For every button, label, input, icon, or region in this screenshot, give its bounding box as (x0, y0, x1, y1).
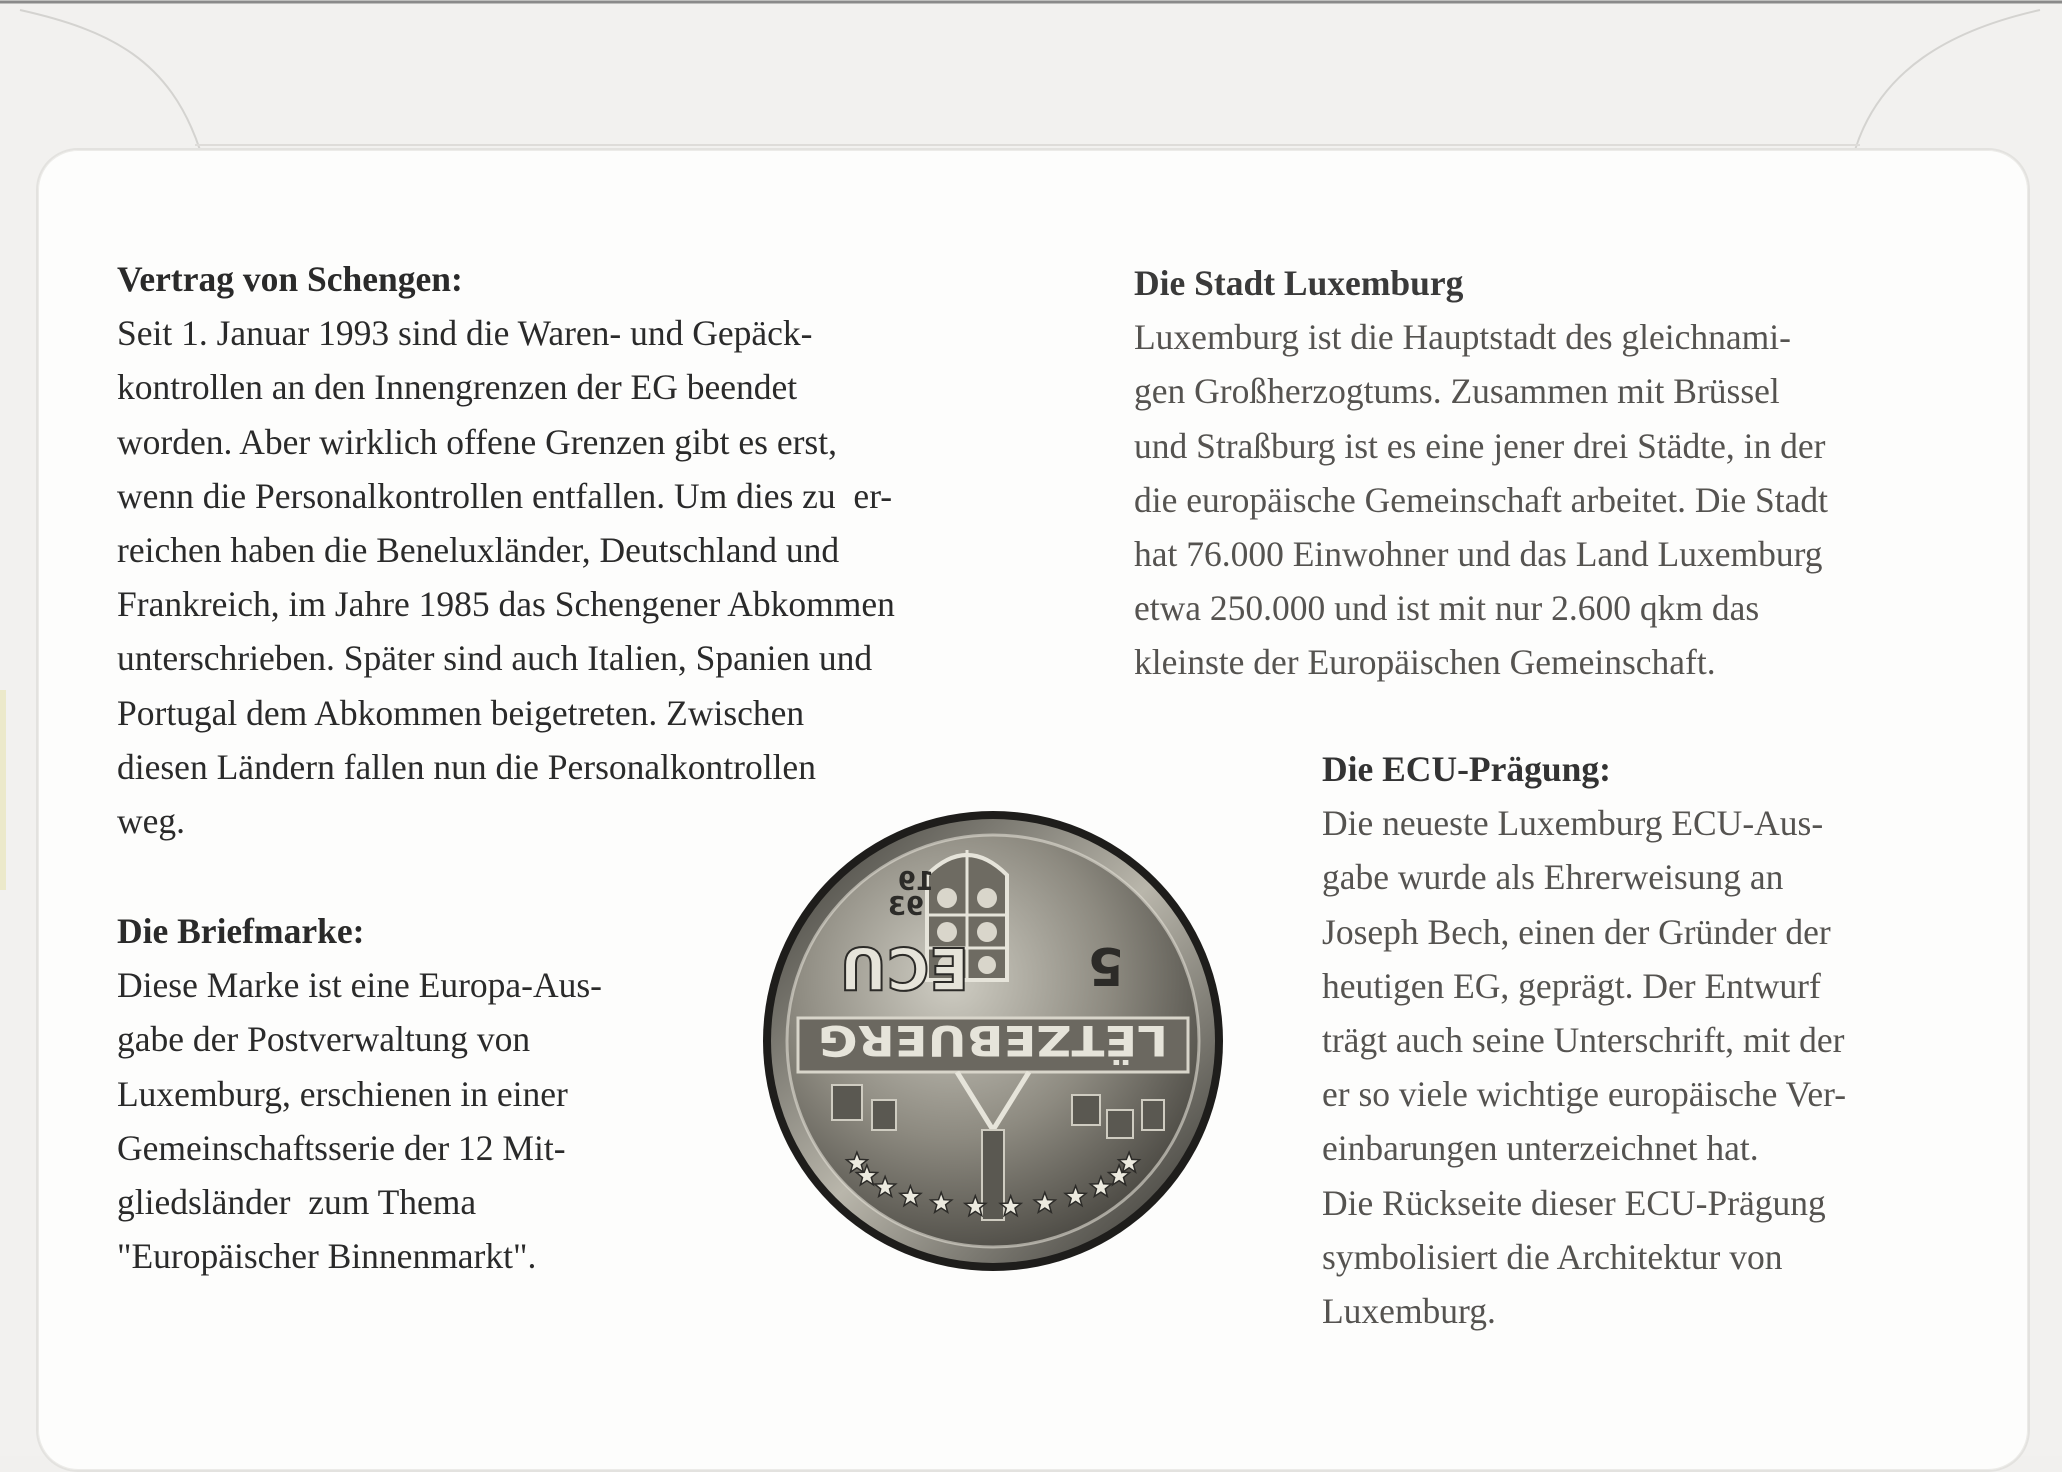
coin-year-top: 19 (897, 867, 934, 897)
stamp-body (117, 958, 602, 1283)
city-heading: Die Stadt Luxemburg (1134, 263, 1464, 303)
coin-legend: LËTZEBUERG (863, 1016, 1168, 1065)
text-line: er so viele wichtige europäische Ver- (1322, 1074, 1847, 1115)
ecu-coin (762, 810, 1224, 1272)
text-line: Die Rückseite dieser ECU-Prägung (1322, 1182, 1826, 1223)
schengen-body (117, 306, 895, 848)
city-section (1134, 256, 1828, 690)
text-line: gen Großherzogtums. Zusammen mit Brüssel (1134, 371, 1780, 412)
text-line: Portugal dem Abkommen beigetreten. Zwischen (117, 692, 805, 733)
schengen-heading: Vertrag von Schengen: (117, 259, 463, 299)
ecu-body (1322, 796, 1846, 1338)
text-line: Luxemburg. (1322, 1291, 1496, 1332)
text-line: etwa 250.000 und ist mit nur 2.600 qkm das (1134, 588, 1760, 629)
text-line: gabe wurde als Ehrerweisung an (1322, 857, 1784, 898)
text-line: symbolisiert die Architektur von (1322, 1236, 1783, 1277)
city-body (1134, 310, 1828, 689)
text-line: Seit 1. Januar 1993 sind die Waren- und Gepäck- (117, 313, 813, 354)
text-line: Die neueste Luxemburg ECU-Aus- (1322, 803, 1824, 844)
text-line: Frankreich, im Jahre 1985 das Schengener Abkommen (117, 584, 895, 625)
text-line: kontrollen an den Innengrenzen der EG beendet (117, 367, 798, 408)
coin-denomination: 5 (1087, 935, 1124, 995)
text-line: "Europäischer Binnenmarkt". (117, 1236, 537, 1277)
text-line: wenn die Personalkontrollen entfallen. Um dies zu er- (117, 475, 893, 516)
text-line: einbarungen unterzeichnet hat. (1322, 1128, 1759, 1169)
text-line: gabe der Postverwaltung von (117, 1019, 531, 1060)
coin-year-bottom: 93 (887, 892, 924, 922)
stamp-heading: Die Briefmarke: (117, 911, 365, 951)
text-line: worden. Aber wirklich offene Grenzen gibt es erst, (117, 421, 837, 462)
text-line: Luxemburg ist die Hauptstadt des gleichnami- (1134, 317, 1791, 358)
text-line: gliedsländer zum Thema (117, 1182, 477, 1223)
text-line: trägt auch seine Unterschrift, mit der (1322, 1020, 1845, 1061)
ecu-section (1322, 742, 1846, 1338)
ecu-heading: Die ECU-Prägung: (1322, 749, 1611, 789)
text-line: reichen haben die Beneluxländer, Deutschland und (117, 530, 840, 571)
text-line: Gemeinschaftsserie der 12 Mit- (117, 1127, 566, 1168)
text-line: Diese Marke ist eine Europa-Aus- (117, 965, 603, 1006)
text-line: diesen Ländern fallen nun die Personalkontrollen (117, 746, 816, 787)
text-line: weg. (117, 801, 186, 842)
schengen-section (117, 252, 895, 848)
text-line: die europäische Gemeinschaft arbeitet. Die Stadt (1134, 479, 1828, 520)
text-line: hat 76.000 Einwohner und das Land Luxemburg (1134, 534, 1823, 575)
text-line: Joseph Bech, einen der Gründer der (1322, 911, 1831, 952)
text-line: heutigen EG, geprägt. Der Entwurf (1322, 965, 1821, 1006)
text-line: unterschrieben. Später sind auch Italien, Spanien und (117, 638, 873, 679)
text-line: und Straßburg ist es eine jener drei Städte, in der (1134, 425, 1826, 466)
text-line: Luxemburg, erschienen in einer (117, 1073, 568, 1114)
coin-graphic (762, 810, 1224, 1272)
coin-currency: ECU (839, 934, 969, 1002)
stamp-section (117, 904, 602, 1283)
text-line: kleinste der Europäischen Gemeinschaft. (1134, 642, 1716, 683)
